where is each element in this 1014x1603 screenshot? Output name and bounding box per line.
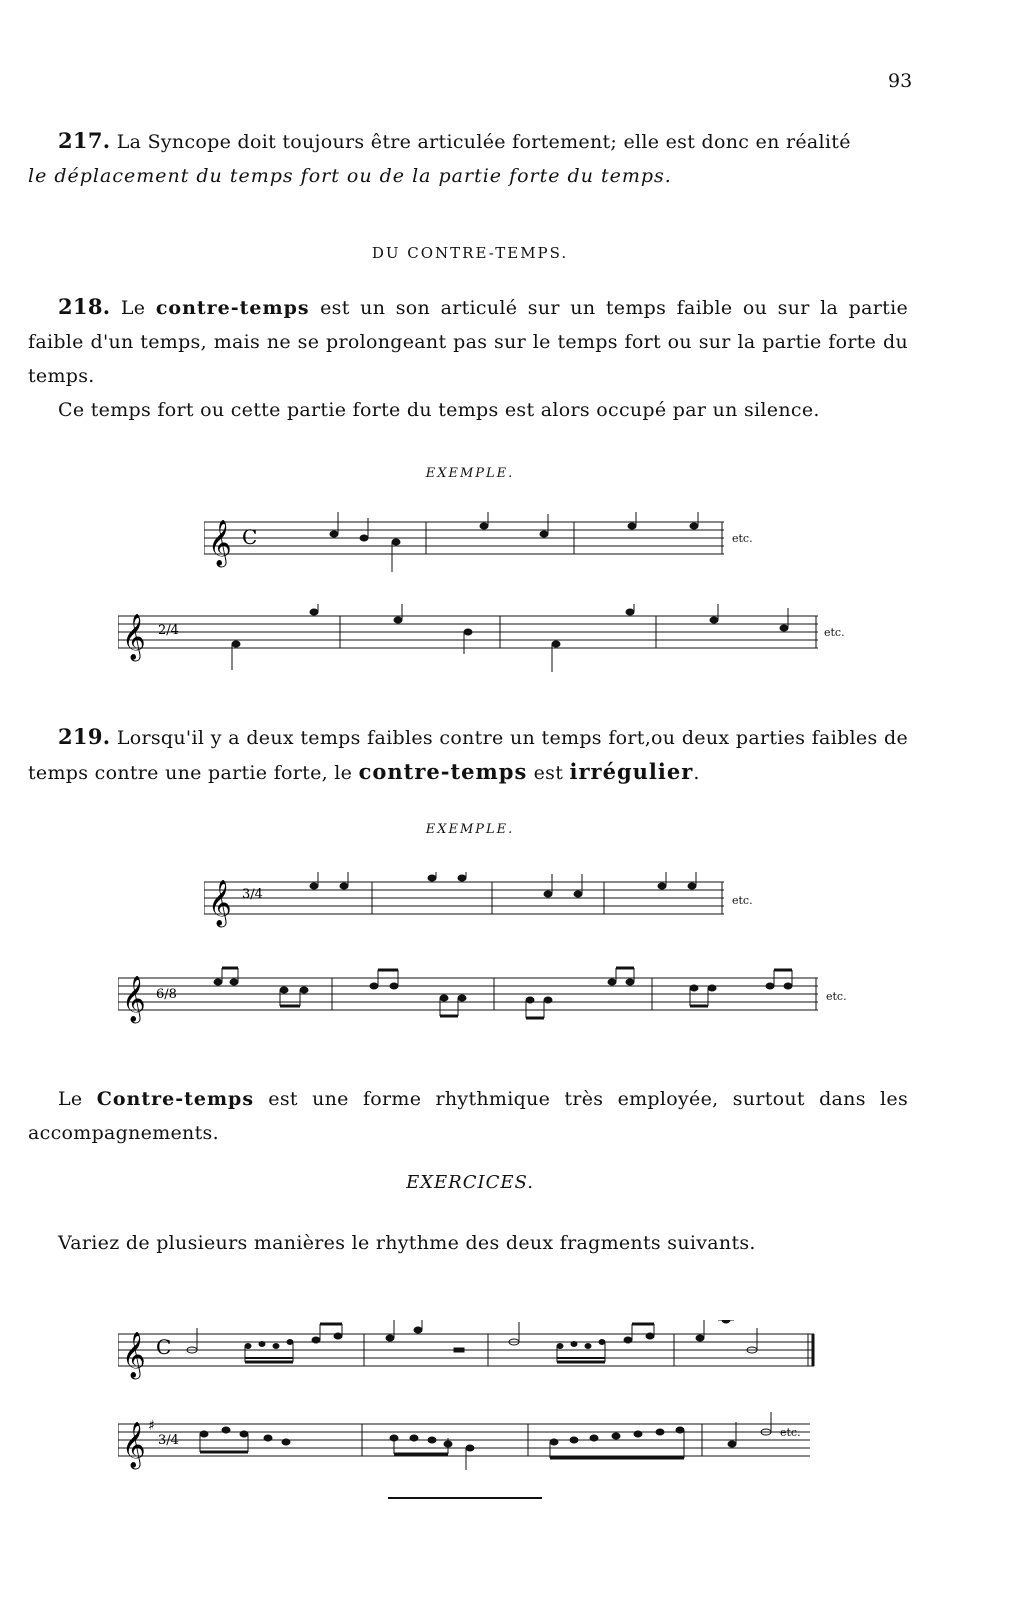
treble-clef-icon: 𝄞: [208, 880, 232, 926]
bold-term: contre-temps: [358, 759, 528, 784]
bold-term: irrégulier: [569, 759, 694, 784]
paragraph-text: Le: [58, 1088, 97, 1110]
time-signature: C: [242, 525, 258, 549]
bold-term: contre-temps: [155, 297, 310, 319]
time-signature: 3/4: [242, 887, 263, 902]
etc-label: etc.: [732, 894, 753, 907]
paragraph-number: 219.: [58, 724, 111, 749]
paragraph-italic: le déplacement du temps fort ou de la partie forte du temps.: [28, 165, 672, 187]
treble-clef-icon: 𝄞: [122, 1332, 146, 1378]
paragraph-text: est: [527, 762, 570, 784]
time-signature: C: [156, 1335, 172, 1359]
closing-rule: [388, 1497, 542, 1499]
music-staff: [118, 604, 818, 684]
etc-label: etc.: [824, 626, 845, 639]
time-signature: 6/8: [156, 987, 177, 1002]
exercises-heading: EXERCICES.: [406, 1172, 534, 1193]
treble-clef-icon: 𝄞: [122, 1422, 146, 1468]
paragraph-number: 217.: [58, 128, 111, 153]
music-staff: [204, 512, 724, 582]
page-number: 93: [888, 70, 913, 92]
paragraph-219: [28, 720, 908, 790]
treble-clef-icon: 𝄞: [122, 976, 146, 1022]
instruction-text: Variez de plusieurs manières le rhythme des deux fragments suivants.: [58, 1232, 756, 1254]
paragraph-text: .: [693, 762, 700, 784]
paragraph-line: Ce temps fort ou cette partie forte du temps est alors occupé par un silence.: [58, 399, 820, 421]
example-label: EXEMPLE.: [425, 822, 515, 837]
paragraph-218: [28, 290, 908, 427]
etc-label: etc.: [826, 990, 847, 1003]
treble-clef-icon: 𝄞: [208, 520, 232, 566]
key-signature-sharp-icon: ♯: [148, 1418, 155, 1434]
bold-term: Contre-temps: [96, 1088, 255, 1110]
paragraph-text: La Syncope doit toujours être articulée fortement; elle est donc en réalité: [110, 131, 851, 153]
paragraph-text: est un son articulé sur un temps faible ou sur la partie faible d'un temps, mais ne se prolongeant pas sur le temps fort ou sur la partie forte du temps.: [28, 297, 908, 387]
paragraph-text: Le: [110, 297, 156, 319]
instruction-line: [28, 1226, 908, 1260]
time-signature: 2/4: [158, 623, 179, 638]
music-staff: [118, 966, 820, 1036]
paragraph-text: est une forme rhythmique très employée, surtout dans les accompagnements.: [28, 1088, 908, 1144]
paragraph-number: 218.: [58, 294, 111, 319]
music-staff: [204, 872, 726, 932]
music-staff: [118, 1408, 818, 1478]
music-staff: [118, 1320, 818, 1390]
treble-clef-icon: 𝄞: [122, 614, 146, 660]
paragraph-final: [28, 1082, 908, 1150]
section-heading: DU CONTRE-TEMPS.: [371, 244, 569, 262]
example-label: EXEMPLE.: [425, 466, 515, 481]
paragraph-217: [28, 124, 908, 193]
etc-label: etc.: [732, 532, 753, 545]
paragraph-text: Lorsqu'il y a deux temps faibles contre un temps fort,ou deux parties faibles de temps contre une partie forte, le: [28, 727, 908, 784]
etc-label: etc.: [780, 1426, 801, 1439]
time-signature: 3/4: [158, 1433, 179, 1448]
